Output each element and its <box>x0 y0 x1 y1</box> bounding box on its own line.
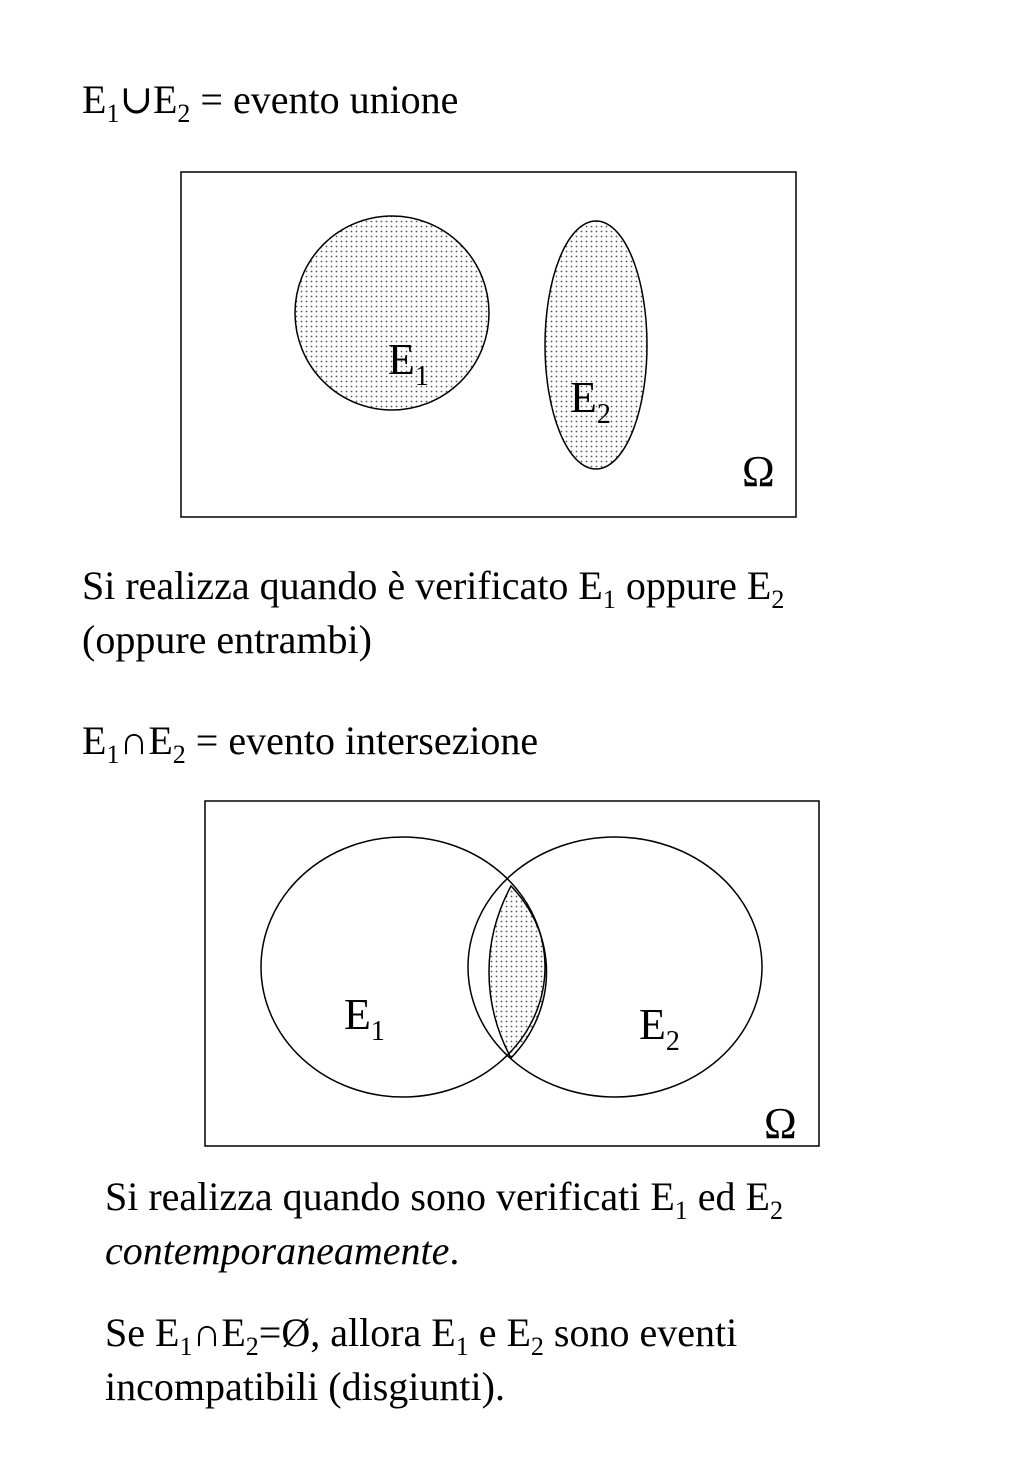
intersection-symbol: ∩ <box>119 718 149 763</box>
union-diagram <box>181 172 796 517</box>
union-omega-label: Ω <box>742 447 775 496</box>
intersection-heading: $E_1\cap E_2$ = evento intersezione <box>82 718 539 769</box>
intersection-description-line2: contemporaneamente. <box>105 1228 460 1273</box>
union-set-e2 <box>545 221 647 469</box>
incompatible-statement-line2: incompatibili (disgiunti). <box>105 1364 505 1409</box>
union-label-e1: $E_1$ <box>388 335 429 392</box>
inter-label-e1: $E_1$ <box>344 990 385 1047</box>
union-label-e2: $E_2$ <box>570 373 611 430</box>
inter-overlap-region <box>489 886 547 1058</box>
intersection-description-line1: Si realizza quando sono verificati $E_1$ ed $E_2$ <box>105 1174 783 1225</box>
union-heading: $E_1\cup E_2$ = evento unione <box>82 77 459 128</box>
union-description-line2: (oppure entrambi) <box>82 617 372 662</box>
inter-omega-label: Ω <box>764 1099 797 1148</box>
union-sample-space <box>181 172 796 517</box>
intersection-diagram <box>205 801 819 1148</box>
inter-label-e2: $E_2$ <box>639 1000 680 1057</box>
union-description-line1: Si realizza quando è verificato $E_1$ oppure $E_2$ <box>82 563 785 614</box>
union-symbol: ∪ <box>119 77 153 122</box>
incompatible-statement-line1: Se $E_1\cap E_2=Ø$, allora $E_1$ e $E_2$ sono eventi <box>105 1310 738 1361</box>
